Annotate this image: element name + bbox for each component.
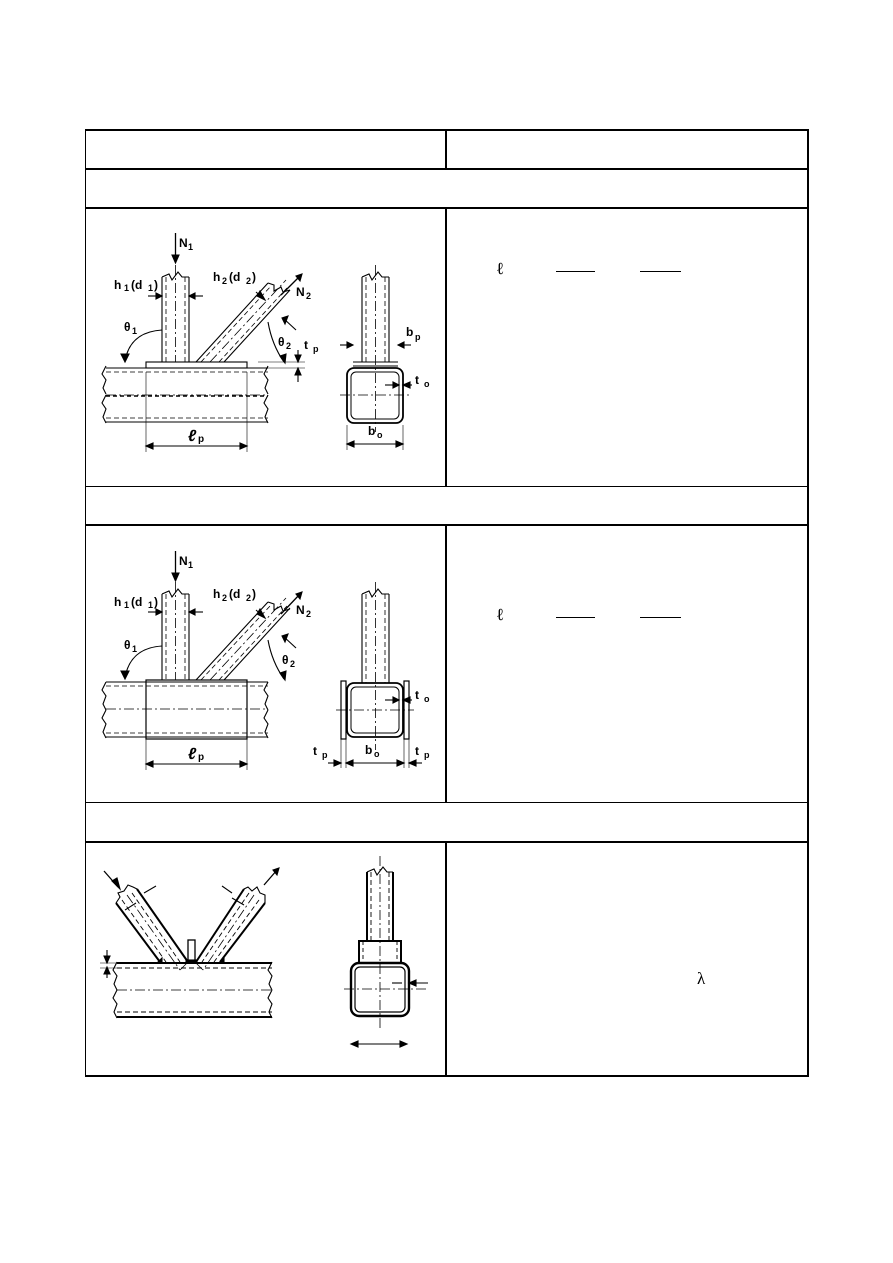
fig1-theta1-label: θ: [124, 320, 131, 334]
column-divider-row3: [445, 841, 447, 1077]
fig2-n2-subscript: 2: [306, 609, 312, 619]
fig2-to-subscript: o: [424, 694, 430, 704]
fig1-n1-label: N: [179, 236, 188, 250]
fig1-d1-close: ): [154, 278, 158, 292]
fig1-d1-label: (d: [131, 278, 143, 292]
column-divider-row1: [445, 207, 447, 487]
fig1-n1-subscript: 1: [188, 242, 194, 252]
fig2-h2-label: h: [213, 587, 221, 601]
fig2-n1-label: N: [179, 554, 188, 568]
table-border-right: [807, 129, 809, 1077]
fig1-bo-subscript: o: [377, 430, 383, 440]
fraction-bar-row2-a: [556, 617, 595, 618]
fig1-bo-label: b: [368, 424, 376, 438]
table-border-left: [85, 129, 86, 1077]
row2-caption: [90, 494, 800, 518]
fraction-bar-row1-b: [640, 271, 681, 272]
fig2-tp-right-subscript: p: [424, 750, 430, 760]
fig1-tp-label: t: [304, 338, 308, 352]
fig1-h2-label: h: [213, 270, 221, 284]
fig1-lp-subscript: p: [198, 434, 205, 445]
fig1-d2-subscript: 2: [246, 276, 252, 286]
fig2-d1-label: (d: [131, 595, 143, 609]
header-right-cell: [452, 138, 802, 162]
row3-caption: [90, 810, 800, 834]
fig1-n2-subscript: 2: [306, 291, 312, 301]
fig2-n2-label: N: [296, 603, 305, 617]
fig2-theta1-subscript: 1: [132, 644, 138, 654]
fig2-d2-close: ): [252, 587, 256, 601]
fig2-d2-label: (d: [229, 587, 241, 601]
fig1-bp-subscript: p: [415, 332, 421, 342]
fig1-lp-label: ℓ: [188, 428, 197, 445]
column-divider-row2: [445, 524, 447, 803]
column-divider-header: [445, 129, 447, 169]
fig1-d1-subscript: 1: [148, 283, 154, 293]
fig1-h1-label: h: [114, 278, 122, 292]
row1-caption: [90, 176, 800, 200]
formula-ell-symbol-row1: ℓ: [496, 259, 505, 278]
fig1-d2-close: ): [252, 270, 256, 284]
fig2-tp-left-subscript: p: [322, 750, 328, 760]
fig2-h1-subscript: 1: [124, 600, 130, 610]
fig1-theta2-label: θ: [278, 335, 285, 349]
fig2-theta2-subscript: 2: [290, 659, 296, 669]
formula-lambda-symbol-row3: λ: [697, 969, 706, 988]
fig1-n2-label: N: [296, 285, 305, 299]
fig1-to-label: t: [415, 373, 419, 387]
fig1-bp-label: b: [406, 325, 414, 339]
fig2-tp-right-label: t: [415, 744, 419, 758]
fig1-to-subscript: o: [424, 379, 430, 389]
fig2-d1-close: ): [154, 595, 158, 609]
fig2-d1-subscript: 1: [148, 600, 154, 610]
fig2-h1-label: h: [114, 595, 122, 609]
fig1-h2-subscript: 2: [222, 276, 228, 286]
fig2-tp-left-label: t: [313, 744, 317, 758]
fig2-n1-subscript: 1: [188, 560, 194, 570]
header-left-cell: [90, 138, 440, 162]
fig2-lp-label: ℓ: [188, 746, 197, 763]
fig2-theta2-label: θ: [282, 653, 289, 667]
fig1-d2-label: (d: [229, 270, 241, 284]
fig1-theta2-subscript: 2: [286, 341, 292, 351]
formula-ell-symbol-row2: ℓ: [496, 605, 505, 624]
fig2-h2-subscript: 2: [222, 593, 228, 603]
fig2-d2-subscript: 2: [246, 593, 252, 603]
fraction-bar-row1-a: [556, 271, 595, 272]
fig1-tp-subscript: p: [313, 344, 319, 354]
fig2-to-label: t: [415, 688, 419, 702]
fig2-bo-subscript: o: [374, 749, 380, 759]
fig1-theta1-subscript: 1: [132, 326, 138, 336]
fig2-bo-label: b: [365, 743, 373, 757]
fig1-h1-subscript: 1: [124, 283, 130, 293]
fig2-theta1-label: θ: [124, 638, 131, 652]
fraction-bar-row2-b: [640, 617, 681, 618]
fig2-lp-subscript: p: [198, 752, 205, 763]
